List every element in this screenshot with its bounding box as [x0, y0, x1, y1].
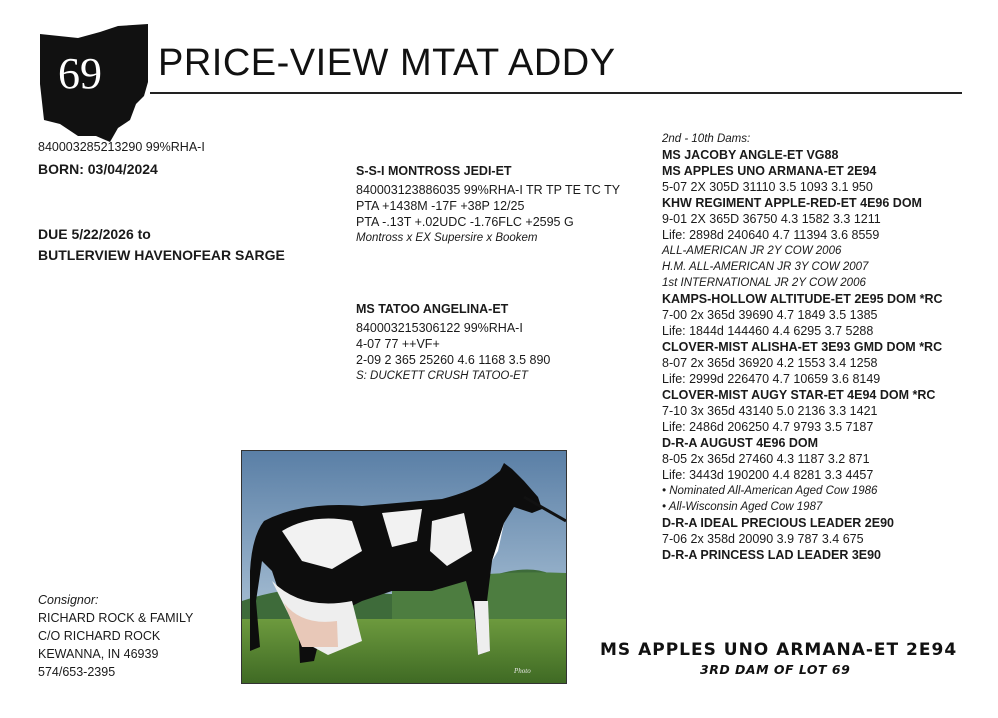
cow-photo: [241, 450, 567, 684]
dam-entry-line: D-R-A PRINCESS LAD LEADER 3E90: [662, 548, 882, 562]
dam-entry-line: 9-01 2X 365D 36750 4.3 1582 3.3 1211: [662, 212, 881, 226]
dam-entry-line: 1st INTERNATIONAL JR 2Y COW 2006: [662, 277, 866, 289]
dam-entry-line: MS JACOBY ANGLE-ET VG88: [662, 148, 839, 162]
dam-entry-line: H.M. ALL-AMERICAN JR 3Y COW 2007: [662, 261, 869, 273]
dam-name: MS TATOO ANGELINA-ET: [356, 302, 509, 316]
dam-entry-line: 7-00 2x 365d 39690 4.7 1849 3.5 1385: [662, 308, 878, 322]
featured-dam-subtitle: 3RD DAM OF LOT 69: [700, 662, 851, 677]
dam-entry-line: CLOVER-MIST ALISHA-ET 3E93 GMD DOM *RC: [662, 340, 943, 354]
dam-entry-line: 7-10 3x 365d 43140 5.0 2136 3.3 1421: [662, 404, 878, 418]
dam-entry-line: KHW REGIMENT APPLE-RED-ET 4E96 DOM: [662, 196, 922, 210]
consignor-phone: 574/653-2395: [38, 665, 116, 679]
dam-entry-line: 7-06 2x 358d 20090 3.9 787 3.4 675: [662, 532, 864, 546]
consignor-care-of: C/O RICHARD ROCK: [38, 629, 161, 643]
consignor-name: RICHARD ROCK & FAMILY: [38, 611, 194, 625]
featured-dam-name: MS APPLES UNO ARMANA-ET 2E94: [600, 640, 958, 660]
cow-photo-image: [242, 451, 566, 683]
sire-pedigree: Montross x EX Supersire x Bookem: [356, 232, 538, 244]
svg-text:Photo: Photo: [514, 667, 531, 675]
lot-number: 69: [58, 49, 102, 98]
dam-entry-line: Life: 3443d 190200 4.4 8281 3.3 4457: [662, 468, 874, 482]
title-divider: [150, 92, 962, 94]
dam-entry-line: MS APPLES UNO ARMANA-ET 2E94: [662, 164, 877, 178]
dam-entry-line: ALL-AMERICAN JR 2Y COW 2006: [662, 245, 842, 257]
dam-entry-line: • All-Wisconsin Aged Cow 1987: [662, 501, 823, 513]
animal-id: 840003285213290 99%RHA-I: [38, 140, 205, 154]
dam-entry-line: 8-07 2x 365d 36920 4.2 1553 3.4 1258: [662, 356, 878, 370]
dam-entry-line: KAMPS-HOLLOW ALTITUDE-ET 2E95 DOM *RC: [662, 292, 943, 306]
consignor-block: [38, 592, 193, 680]
dam-classification: 4-07 77 ++VF+: [356, 337, 440, 351]
dam-record: 2-09 2 365 25260 4.6 1168 3.5 890: [356, 353, 551, 367]
dam-entry-line: • Nominated All-American Aged Cow 1986: [662, 485, 878, 497]
sire-block: [356, 163, 620, 246]
consignor-city: KEWANNA, IN 46939: [38, 647, 159, 661]
dam-entry-line: 5-07 2X 305D 31110 3.5 1093 3.1 950: [662, 180, 873, 194]
due-date: DUE 5/22/2026 to: [38, 226, 151, 242]
dams-list: [662, 131, 943, 563]
dams-entries: [662, 147, 943, 563]
due-service-sire: BUTLERVIEW HAVENOFEAR SARGE: [38, 247, 285, 263]
dam-entry-line: Life: 2999d 226470 4.7 10659 3.6 8149: [662, 372, 881, 386]
dam-sire-note: S: DUCKETT CRUSH TATOO-ET: [356, 370, 528, 382]
sire-name: S-S-I MONTROSS JEDI-ET: [356, 164, 512, 178]
dam-id: 840003215306122 99%RHA-I: [356, 321, 523, 335]
birth-date: BORN: 03/04/2024: [38, 161, 158, 177]
dam-entry-line: 8-05 2x 365d 27460 4.3 1187 3.2 871: [662, 452, 870, 466]
consignor-label: Consignor:: [38, 593, 99, 607]
dam-entry-line: Life: 2898d 240640 4.7 11394 3.6 8559: [662, 228, 880, 242]
dam-entry-line: D-R-A AUGUST 4E96 DOM: [662, 436, 819, 450]
sire-pta-2: PTA -.13T +.02UDC -1.76FLC +2595 G: [356, 215, 574, 229]
dam-entry-line: Life: 2486d 206250 4.7 9793 3.5 7187: [662, 420, 874, 434]
dam-block: [356, 301, 550, 384]
sire-pta-1: PTA +1438M -17F +38P 12/25: [356, 199, 525, 213]
dam-entry-line: Life: 1844d 144460 4.4 6295 3.7 5288: [662, 324, 874, 338]
dam-entry-line: D-R-A IDEAL PRECIOUS LEADER 2E90: [662, 516, 894, 530]
dam-entry-line: CLOVER-MIST AUGY STAR-ET 4E94 DOM *RC: [662, 388, 936, 402]
dams-heading: 2nd - 10th Dams:: [662, 133, 751, 145]
sire-id: 840003123886035 99%RHA-I TR TP TE TC TY: [356, 183, 621, 197]
page-title: PRICE-VIEW MTAT ADDY: [158, 42, 616, 84]
